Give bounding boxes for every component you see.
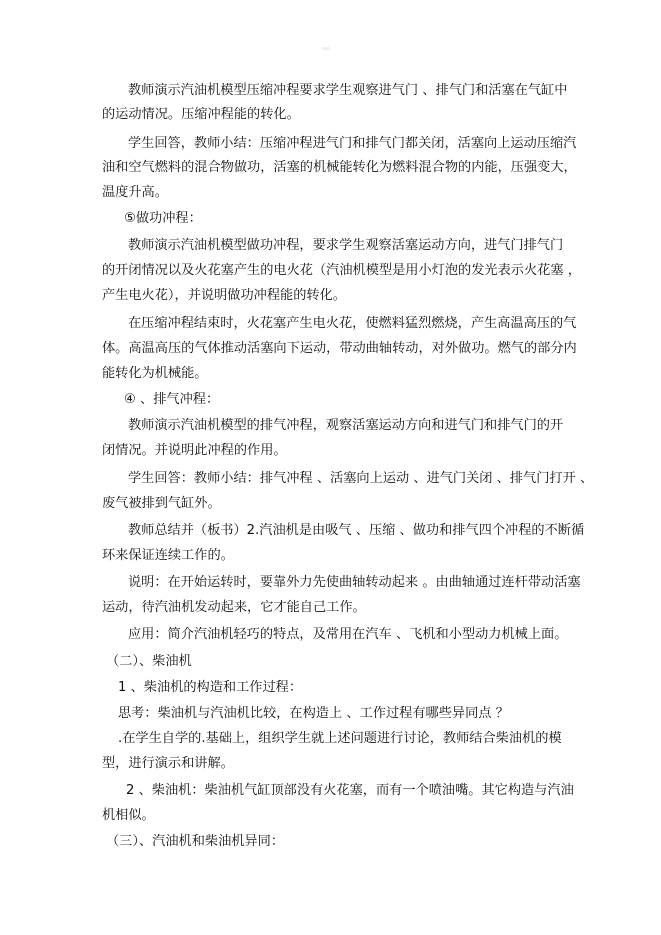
text-line: 闭情况。并说明此冲程的作用。 xyxy=(102,443,287,458)
text-line: 教师演示汽油机模型压缩冲程要求学生观察进气门 、排气门和活塞在气缸中 xyxy=(128,83,568,98)
scan-speck xyxy=(322,47,330,50)
text-line: 产生电火花），并说明做功冲程能的转化。 xyxy=(102,288,346,303)
text-line: .在学生自学的.基础上，组织学生就上述问题进行讨论，教师结合柴油机的模 xyxy=(118,731,562,746)
text-line: 体。高温高压的气体推动活塞向下运动，带动曲轴转动，对外做功。燃气的部分内 xyxy=(102,341,577,356)
text-line: 废气被排到气缸外。 xyxy=(102,496,221,511)
text-line: 教师演示汽油机模型做功冲程，要求学生观察活塞运动方向，进气门排气门 xyxy=(128,238,564,253)
text-line: 机相似。 xyxy=(102,808,155,823)
text-line: 能转化为机械能。 xyxy=(102,366,208,381)
text-line: 运动，待汽油机发动起来，它才能自己工作。 xyxy=(102,600,366,615)
text-line: 应用：简介汽油机轻巧的特点，及常用在汽车 、飞机和小型动力机械上面。 xyxy=(128,627,568,642)
text-line: 型，进行演示和讲解。 xyxy=(102,756,234,771)
section-heading: （三）、汽油机和柴油机异同： xyxy=(106,834,285,849)
section-heading: ⑤做功冲程： xyxy=(124,211,202,226)
text-line: 油和空气燃料的混合物做功，活塞的机械能转化为燃料混合物的内能，压强变大， xyxy=(102,160,577,175)
text-line: 环来保证连续工作的。 xyxy=(102,548,234,563)
text-line: 思考：柴油机与汽油机比较，在构造上 、工作过程有哪些异同点 ？ xyxy=(118,706,509,721)
section-heading: （二）、柴油机 xyxy=(106,654,192,669)
text-line: 温度升高。 xyxy=(102,185,168,200)
text-line: 学生回答：教师小结：排气冲程 、活塞向上运动 、进气门关闭 、排气门打开 、 xyxy=(128,471,594,486)
text-line: 在压缩冲程结束时，火花塞产生电火花，使燃料猛烈燃烧，产生高温高压的气 xyxy=(128,316,577,331)
text-line: 说明：在开始运转时，要靠外力先使曲轴转动起来 。由曲轴通过连杆带动活塞 xyxy=(128,575,581,590)
text-line: 教师演示汽油机模型的排气冲程，观察活塞运动方向和进气门和排气门的开 xyxy=(128,418,564,433)
section-heading: ④ 、排气冲程： xyxy=(124,392,220,407)
subsection-heading: 1 、柴油机的构造和工作过程： xyxy=(118,680,303,695)
text-line: 的运动情况。压缩冲程能的转化。 xyxy=(102,107,300,122)
text-line: 学生回答，教师小结：压缩冲程进气门和排气门都关闭，活塞向上运动压缩汽 xyxy=(128,136,577,151)
text-line: 的开闭情况以及火花塞产生的电火花（汽油机模型是用小灯泡的发光表示火花塞 ， xyxy=(102,263,581,278)
text-line: 教师总结并（板书）2.汽油机是由吸气 、压缩 、做功和排气四个冲程的不断循 xyxy=(128,523,585,538)
text-line: 2 、柴油机：柴油机气缸顶部没有火花塞，而有一个喷油嘴。其它构造与汽油 xyxy=(126,783,574,798)
